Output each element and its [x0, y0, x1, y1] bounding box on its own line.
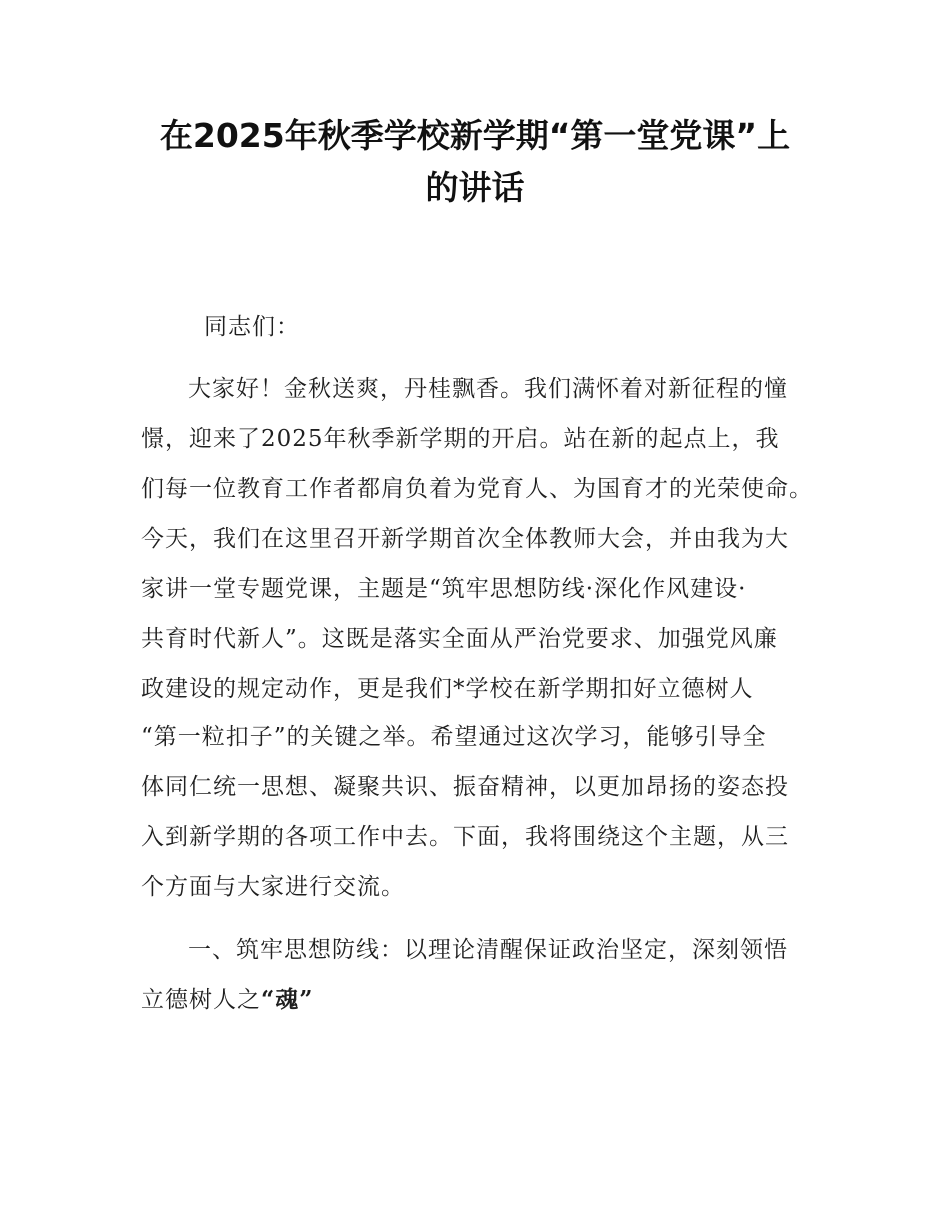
intro-line-3: 们每一位教育工作者都肩负着为党育人、为国育才的光荣使命。	[141, 476, 813, 502]
intro-line-1: 大家好！金秋送爽，丹桂飘香。我们满怀着对新征程的憧	[188, 376, 788, 402]
intro-line-5: 家讲一堂专题党课，主题是“筑牢思想防线·深化作风建设·	[141, 576, 747, 602]
section-heading-text: 立德树人之	[141, 987, 261, 1013]
intro-line-7: 政建设的规定动作，更是我们*学校在新学期扣好立德树人	[141, 676, 754, 702]
section-heading-emphasis: “魂”	[261, 986, 314, 1013]
document-title	[120, 110, 830, 214]
intro-line-2: 憬，迎来了2025年秋季新学期的开启。站在新的起点上，我	[141, 426, 780, 452]
intro-line-4: 今天，我们在这里召开新学期首次全体教师大会，并由我为大	[141, 526, 789, 552]
intro-line-6: 共育时代新人”。这既是落实全面从严治党要求、加强党风廉	[141, 626, 778, 652]
section-heading-line-1: 一、筑牢思想防线：以理论清醒保证政治坚定，深刻领悟	[188, 937, 788, 963]
salutation: 同志们：	[204, 314, 300, 340]
intro-line-10: 入到新学期的各项工作中去。下面，我将围绕这个主题，从三	[141, 824, 789, 850]
intro-line-11: 个方面与大家进行交流。	[141, 874, 405, 900]
intro-line-9: 体同仁统一思想、凝聚共识、振奋精神，以更加昂扬的姿态投	[141, 774, 789, 800]
title-line-2: 的讲话	[425, 168, 525, 207]
section-heading-line-2	[141, 985, 821, 1015]
title-line-1: 在2025年秋季学校新学期“第一堂党课”上	[159, 116, 791, 155]
intro-line-8: “第一粒扣子”的关键之举。希望通过这次学习，能够引导全	[141, 724, 767, 750]
